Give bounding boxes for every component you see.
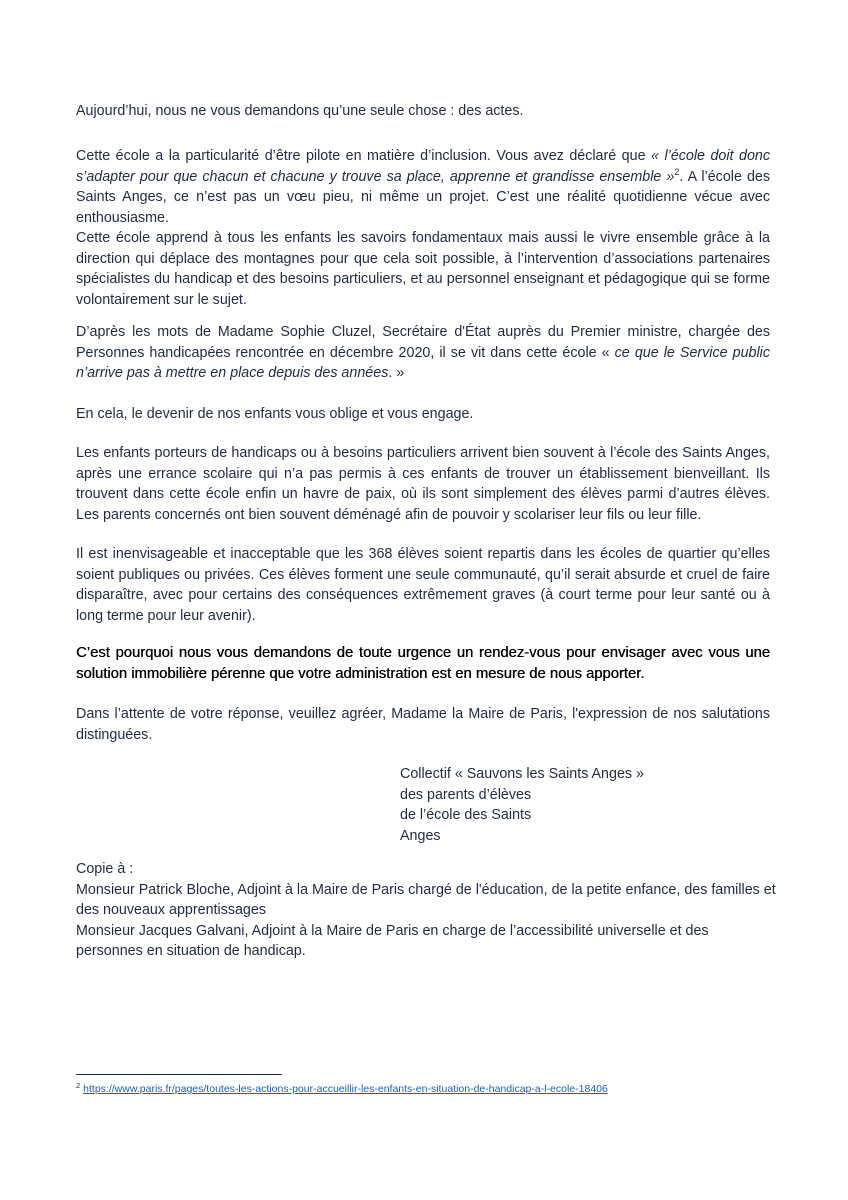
paragraph-fundamentals-text: Cette école apprend à tous les enfants les savoirs fondamentaux mais aussi le vivre ensemble grâce à la direction qui déplace des montagnes pour que cela soit possible, à l’intervention d’associations partenaires spécialistes du handicap et des besoins particuliers, et au personnel enseignant et pédagogique qui se forme volontairement sur le sujet. xyxy=(76,230,770,308)
footnote-link[interactable]: https://www.paris.fr/pages/toutes-les-actions-pour-accueillir-les-enfants-en-situation-de-handicap-a-l-ecole-18406 xyxy=(83,1083,608,1095)
footnote-reference[interactable]: 2 xyxy=(674,166,680,177)
paragraph-cluzel-text-end: . » xyxy=(388,365,405,381)
copy-recipient-galvani: Monsieur Jacques Galvani, Adjoint à la Maire de Paris en charge de l’accessibilité universelle et des personnes en situation de handicap. xyxy=(76,922,709,959)
signature-line: des parents d’élèves xyxy=(400,786,532,803)
footnote xyxy=(76,1082,608,1096)
quote-school-adapt: « l’école doit donc s’adapter pour que chacun et chacune y trouve sa place, apprenne et grandisse ensemble » xyxy=(76,148,771,185)
paragraph-368-students xyxy=(76,544,770,626)
paragraph-closing xyxy=(76,704,770,745)
paragraph-future-text: En cela, le devenir de nos enfants vous oblige et vous engage. xyxy=(76,406,474,422)
paragraph-actions-text: Aujourd’hui, nous ne vous demandons qu’une seule chose : des actes. xyxy=(76,103,524,119)
paragraph-fundamentals xyxy=(76,228,770,310)
signature-block xyxy=(400,764,660,846)
footnote-number: 2 xyxy=(76,1080,81,1090)
signature-line: Anges xyxy=(400,827,441,844)
quote-service-public: ce que le Service public n’arrive pas à mettre en place depuis des années xyxy=(76,344,770,381)
paragraph-inclusion-text-end: . A l’école des Saints Anges, ce n’est pas un vœu pieu, ni même un projet. C’est une réalité quotidienne vécue avec enthousiasme. xyxy=(76,168,770,226)
signature-line: de l’école des Saints xyxy=(400,807,532,823)
paragraph-cluzel-text: D’après les mots de Madame Sophie Cluzel, Secrétaire d'État auprès du Premier ministre, chargée des Personnes handicapées rencontrée en décembre 2020, il se vit dans cette école « xyxy=(76,324,770,361)
paragraph-future xyxy=(76,404,770,425)
copies-section xyxy=(76,859,776,962)
copies-heading: Copie à : xyxy=(76,861,134,877)
paragraph-closing-text: Dans l’attente de votre réponse, veuillez agréer, Madame la Maire de Paris, l'expression de nos salutations distinguées. xyxy=(76,706,770,743)
footnote-separator xyxy=(76,1074,282,1075)
paragraph-actions xyxy=(76,101,770,122)
paragraph-handicap-children xyxy=(76,443,770,525)
paragraph-handicap-children-text: Les enfants porteurs de handicaps ou à besoins particuliers arrivent bien souvent à l’école des Saints Anges, après une errance scolaire qui n’a pas permis à ces enfants de trouver un établissement bienveillant. Ils trouvent dans cette école enfin un havre de paix, où ils sont simplement des élèves parmi d’autres élèves. Les parents concernés ont bien souvent déménagé afin de pouvoir y scolariser leur fils ou leur fille. xyxy=(76,445,770,523)
paragraph-inclusion xyxy=(76,146,770,228)
paragraph-inclusion-text: Cette école a la particularité d’être pilote en matière d’inclusion. Vous avez déclaré que xyxy=(76,148,652,164)
paragraph-urgent-request xyxy=(76,643,770,684)
paragraph-urgent-request-text: C’est pourquoi nous vous demandons de toute urgence un rendez-vous pour envisager avec vous une solution immobilière pérenne que votre administration est en mesure de nous apporter. xyxy=(76,645,770,682)
signature-line: Collectif « Sauvons les Saints Anges » xyxy=(400,766,644,782)
paragraph-cluzel xyxy=(76,322,770,384)
copy-recipient-bloche: Monsieur Patrick Bloche, Adjoint à la Maire de Paris chargé de l'éducation, de la petite enfance, des familles et des nouveaux apprentissages xyxy=(76,881,776,918)
paragraph-368-students-text: Il est inenvisageable et inacceptable que les 368 élèves soient repartis dans les écoles de quartier qu’elles soient publiques ou privées. Ces élèves forment une seule communauté, qu’il serait absurde et cruel de faire disparaître, avec pour certains des conséquences extrêmement graves (à court terme pour leur santé ou à long terme pour leur avenir). xyxy=(76,546,770,624)
